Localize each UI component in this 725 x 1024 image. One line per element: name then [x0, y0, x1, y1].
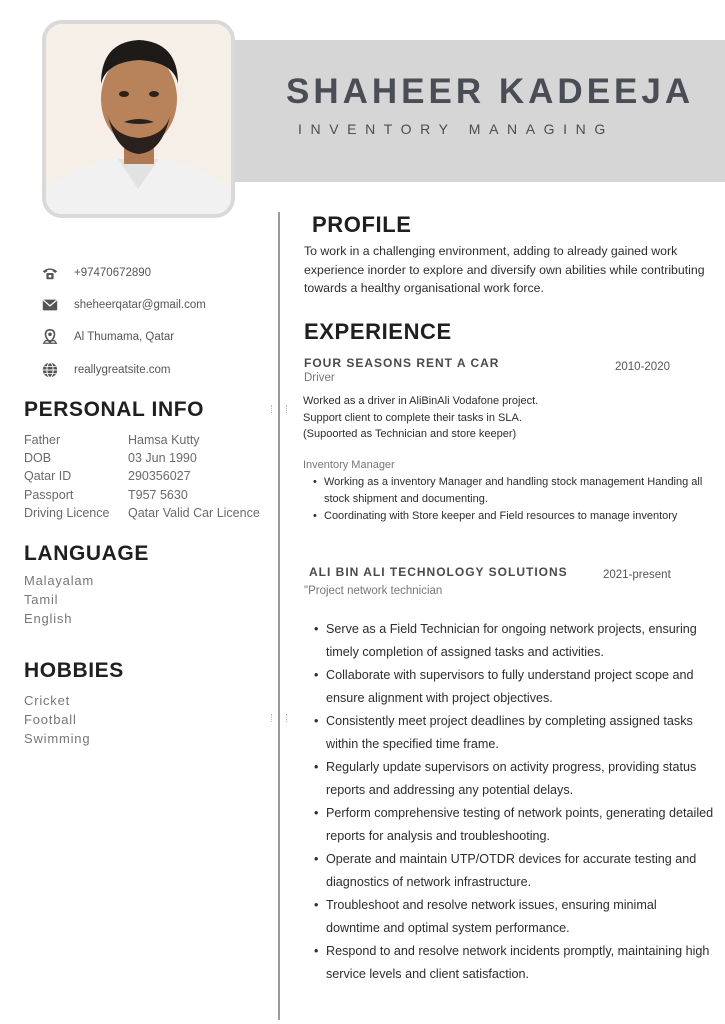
job-sub-title: Inventory Manager — [303, 459, 395, 471]
language-item: Tamil — [24, 592, 59, 607]
info-label: Qatar ID — [24, 469, 72, 483]
language-heading: LANGUAGE — [24, 542, 149, 565]
contact-location-text: Al Thumama, Qatar — [74, 331, 175, 343]
profile-heading: PROFILE — [312, 212, 412, 237]
contact-phone-text[interactable]: +97470672890 — [74, 267, 152, 279]
info-value: T957 5630 — [128, 488, 188, 502]
hobby-item: Football — [24, 712, 77, 727]
job-years: 2010-2020 — [615, 361, 670, 373]
experience-heading: EXPERIENCE — [304, 319, 452, 344]
job-bullet: • Operate and maintain UTP/OTDR devices for accurate testing and diagnostics of network infrastructure. — [314, 848, 714, 894]
contact-website-text[interactable]: reallygreatsite.com — [74, 364, 171, 376]
job-years: 2021-present — [603, 569, 671, 581]
info-row-passport — [24, 488, 188, 502]
job-bullet: • Coordinating with Store keeper and Field resources to manage inventory — [313, 508, 713, 525]
profile-photo — [42, 20, 235, 218]
job-bullets — [314, 618, 714, 986]
info-value: Hamsa Kutty — [128, 433, 200, 447]
contact-location — [40, 328, 174, 346]
contact-email — [40, 296, 206, 314]
job-bullet: • Serve as a Field Technician for ongoing network projects, ensuring timely completion of assigned tasks and activities. — [314, 618, 714, 664]
profile-text: To work in a challenging environment, adding to already gained work experience inorder to explore and diversify own abilities while contributing towards a healthy organisational work force. — [304, 244, 705, 295]
job-bullet: • Regularly update supervisors on activity progress, providing status reports and addressing any potential delays. — [314, 756, 714, 802]
info-value: 290356027 — [128, 469, 191, 483]
info-label: Passport — [24, 488, 74, 502]
job-title: Driver — [304, 372, 335, 384]
contact-email-text[interactable]: sheheerqatar@gmail.com — [74, 299, 206, 311]
divider-marker — [271, 714, 287, 722]
info-value: 03 Jun 1990 — [128, 451, 197, 465]
job-bullet: • Working as a inventory Manager and handling stock management Handing all stock shipment and documenting. — [313, 474, 713, 508]
info-row-father — [24, 433, 200, 447]
hobby-item: Swimming — [24, 731, 91, 746]
job-bullet: • Respond to and resolve network incidents promptly, maintaining high service levels and client satisfaction. — [314, 940, 714, 986]
job-company: ALI BIN ALI TECHNOLOGY SOLUTIONS — [309, 565, 568, 579]
hobby-item: Cricket — [24, 693, 71, 708]
info-label: Driving Licence — [24, 506, 110, 520]
info-label: DOB — [24, 451, 52, 465]
contact-website — [40, 361, 171, 379]
contact-phone — [40, 264, 151, 282]
column-divider — [278, 212, 280, 1020]
job-bullet: • Collaborate with supervisors to fully understand project scope and ensure alignment with project objectives. — [314, 664, 714, 710]
job-description-line: (Supoorted as Technician and store keeper) — [303, 428, 517, 440]
job-description-line: Support client to complete their tasks in SLA. — [303, 411, 522, 424]
job-bullet: • Consistently meet project deadlines by completing assigned tasks within the specified time frame. — [314, 710, 714, 756]
info-row-dob — [24, 451, 197, 465]
job-bullets — [313, 474, 713, 525]
language-item: Malayalam — [24, 573, 95, 588]
info-row-driving-licence — [24, 506, 260, 520]
job-bullet: • Perform comprehensive testing of network points, generating detailed reports for analysis and troubleshooting. — [314, 802, 714, 848]
phone-icon — [40, 264, 60, 282]
globe-icon — [40, 361, 60, 379]
language-item: English — [24, 611, 73, 626]
resume-name: SHAHEER KADEEJA — [286, 72, 695, 111]
personal-info-heading: PERSONAL INFO — [24, 398, 205, 421]
info-label: Father — [24, 433, 61, 447]
resume-role: INVENTORY MANAGING — [298, 121, 614, 137]
job-company: FOUR SEASONS RENT A CAR — [304, 356, 500, 370]
job-bullet: • Troubleshoot and resolve network issues, ensuring minimal downtime and optimal system performance. — [314, 894, 714, 940]
email-icon — [40, 296, 60, 314]
info-row-qatar-id — [24, 469, 191, 483]
location-icon — [40, 328, 60, 346]
info-value: Qatar Valid Car Licence — [128, 506, 260, 520]
job-description — [303, 393, 538, 443]
divider-marker — [271, 405, 287, 413]
hobbies-heading: HOBBIES — [24, 659, 124, 682]
job-description-line: Worked as a driver in AliBinAli Vodafone project. — [303, 395, 539, 407]
job-title: "Project network technician — [304, 585, 443, 597]
